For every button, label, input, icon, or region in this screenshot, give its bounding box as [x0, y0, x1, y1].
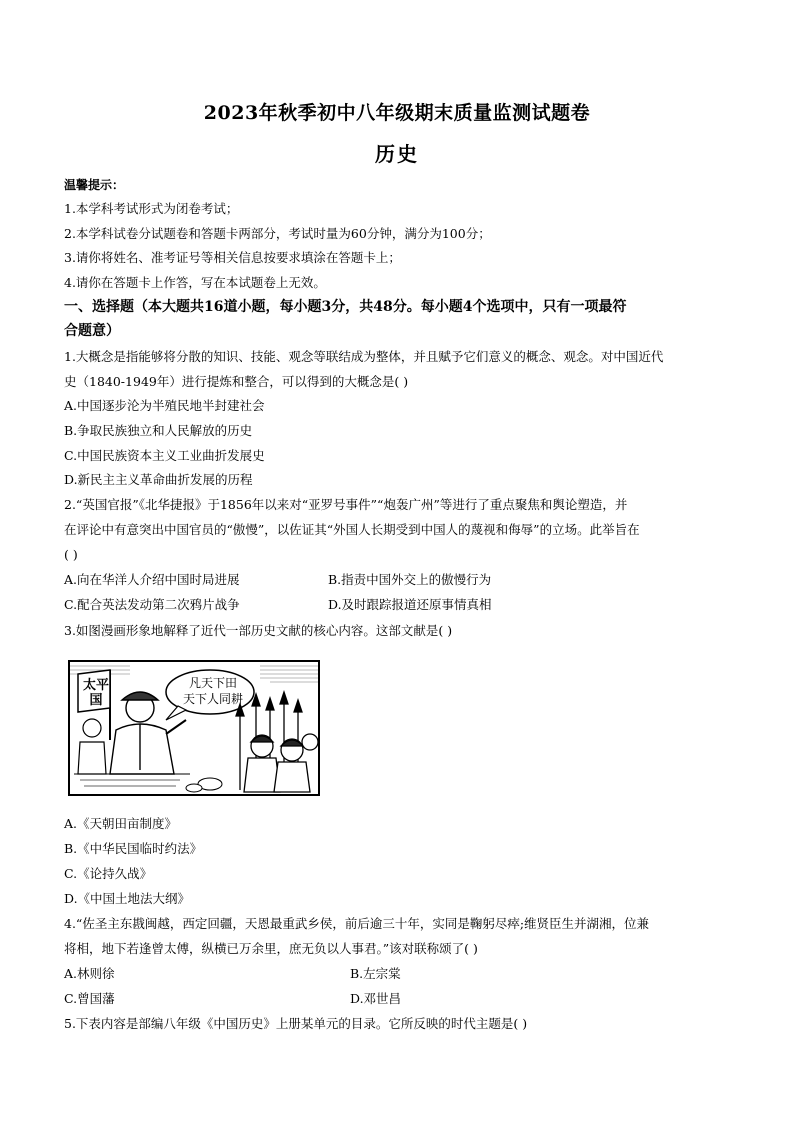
attendant-figure-icon: [78, 719, 106, 774]
q3-option-a: A.《天朝田亩制度》: [64, 816, 178, 831]
q4-stem-line1: 4.“佐圣主东戡闽越，西定回疆，天恩最重武乡侯，前后逾三十年，实同是鞠躬尽瘁;维贤臣生并湖湘，位兼: [64, 916, 650, 931]
notice-item-4: 4.请你在答题卡上作答，写在本试题卷上无效。: [64, 275, 326, 290]
q4-option-a: A.林则徐: [64, 966, 115, 981]
q4-option-d: D.邓世昌: [350, 991, 402, 1006]
q3-option-d: D.《中国土地法大纲》: [64, 891, 191, 906]
q2-stem-line1: 2.“英国官报”《北华捷报》于1856年以来对“亚罗号事件”“炮轰广州”等进行了重点聚焦和舆论塑造，并: [64, 497, 628, 512]
q2-option-b: B.指责中国外交上的傲慢行为: [328, 572, 492, 587]
exam-subject: 历史: [375, 142, 419, 166]
q4-option-c: C.曾国藩: [64, 991, 115, 1006]
soldiers-icon: [244, 734, 318, 792]
q1-stem-line1: 1.大概念是指能够将分散的知识、技能、观念等联结成为整体，并且赋予它们意义的概念、观念。对中国近代: [64, 349, 664, 364]
notice-item-1: 1.本学科考试形式为闭卷考试；: [64, 201, 239, 216]
q2-option-c: C.配合英法发动第二次鸦片战争: [64, 597, 240, 612]
cartoon-flag-text: 太平国: [82, 678, 109, 708]
notice-item-2: 2.本学科试卷分试题卷和答题卡两部分，考试时量为60分钟，满分为100分；: [64, 226, 491, 241]
q3-stem: 3.如图漫画形象地解释了近代一部历史文献的核心内容。这部文献是( ): [64, 623, 453, 638]
q2-stem-line3: ( ): [64, 547, 78, 562]
speech-line-1: 凡天下田: [188, 676, 237, 690]
taiping-cartoon: [68, 660, 320, 796]
section-heading-line2: 合题意）: [64, 323, 120, 339]
q1-option-d: D.新民主主义革命曲折发展的历程: [64, 472, 253, 487]
q1-option-a: A.中国逐步沦为半殖民地半封建社会: [64, 398, 265, 413]
notice-label: 温馨提示：: [64, 178, 125, 192]
q3-option-c: C.《论持久战》: [64, 866, 153, 881]
q2-option-d: D.及时跟踪报道还原事情真相: [328, 597, 492, 612]
q1-option-c: C.中国民族资本主义工业曲折发展史: [64, 448, 265, 463]
section-heading-line1: 一、选择题（本大题共16道小题，每小题3分，共48分。每小题4个选项中，只有一项最符: [64, 299, 627, 315]
q1-stem-line2: 史（1840-1949年）进行提炼和整合，可以得到的大概念是( ): [64, 374, 409, 389]
q1-option-b: B.争取民族独立和人民解放的历史: [64, 423, 253, 438]
speech-line-2: 天下人同耕: [182, 692, 243, 706]
notice-item-3: 3.请你将姓名、准考证号等相关信息按要求填涂在答题卡上；: [64, 250, 401, 265]
q3-option-b: B.《中华民国临时约法》: [64, 841, 203, 856]
q4-option-b: B.左宗棠: [350, 966, 401, 981]
q2-option-a: A.向在华洋人介绍中国时局进展: [64, 572, 240, 587]
q5-stem: 5.下表内容是部编八年级《中国历史》上册某单元的目录。它所反映的时代主题是( ): [64, 1016, 528, 1031]
q4-stem-line2: 将相，地下若逢曾太傅，纵横已万余里，庶无负以人事君。”该对联称颂了( ): [64, 941, 478, 956]
exam-title: 2023年秋季初中八年级期末质量监测试题卷: [203, 102, 591, 124]
cartoon-speech-text: [168, 675, 258, 707]
q2-stem-line2: 在评论中有意突出中国官员的“傲慢”，以佐证其“外国人长期受到中国人的蔑视和侮辱”的立场。此举旨在: [64, 522, 640, 537]
